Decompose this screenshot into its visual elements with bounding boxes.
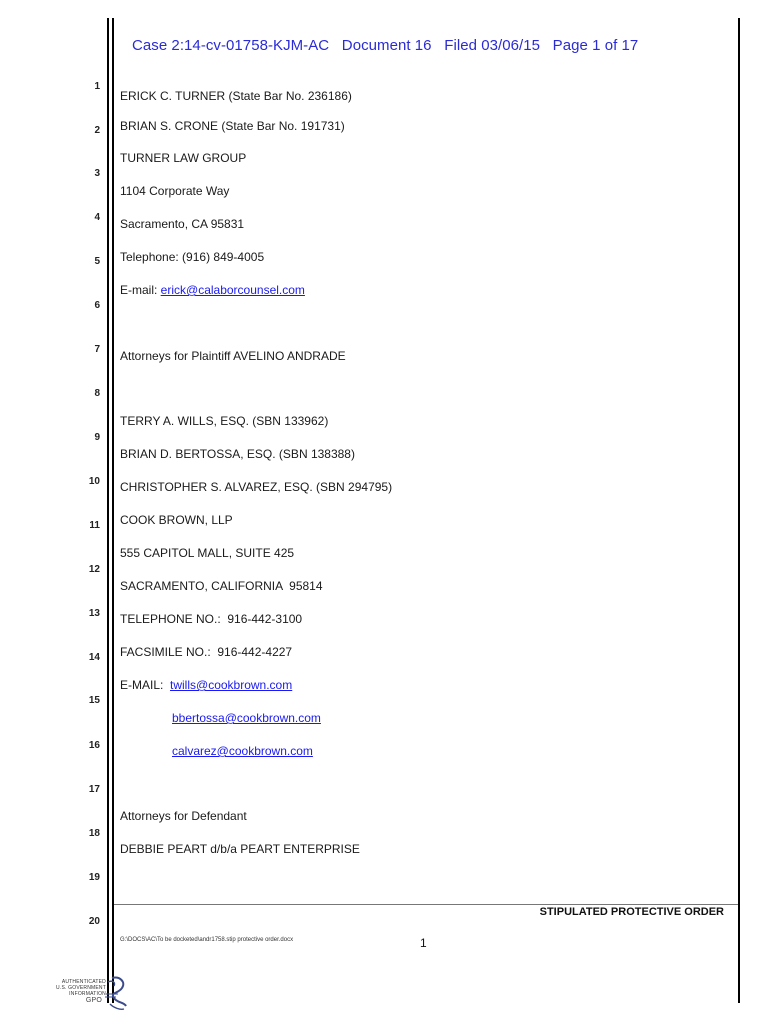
defendant-email-link-1[interactable]: twills@cookbrown.com: [170, 678, 293, 692]
defendant-attorneys-for: Attorneys for Defendant: [120, 809, 247, 823]
footer-divider: [114, 904, 738, 905]
pleading-rule-left-outer: [107, 18, 109, 1003]
line-number: 9: [94, 432, 100, 443]
line-number: 13: [88, 608, 100, 619]
line-number: 4: [94, 212, 100, 223]
pleading-rule-left-inner: [112, 18, 114, 1003]
plaintiff-firm-street: 1104 Corporate Way: [120, 184, 230, 198]
defendant-email-label: E-MAIL:: [120, 678, 171, 692]
gpo-eagle-seal-icon: [102, 974, 130, 1012]
plaintiff-attorney-1: ERICK C. TURNER (State Bar No. 236186): [120, 89, 352, 103]
plaintiff-firm-city: Sacramento, CA 95831: [120, 217, 245, 231]
line-number: 2: [94, 125, 100, 136]
defendant-telephone: TELEPHONE NO.: 916-442-3100: [120, 612, 303, 626]
line-number: 10: [88, 476, 100, 487]
line-number: 6: [94, 300, 100, 311]
defendant-firm-city: SACRAMENTO, CALIFORNIA 95814: [120, 579, 323, 593]
gpo-authentication-logo: [40, 972, 135, 1014]
defendant-facsimile: FACSIMILE NO.: 916-442-4227: [120, 645, 293, 659]
plaintiff-email-line: [120, 283, 305, 297]
line-number: 20: [88, 916, 100, 927]
line-number: 16: [88, 740, 100, 751]
line-number: 11: [89, 520, 100, 531]
defendant-email-link-3[interactable]: calvarez@cookbrown.com: [172, 744, 313, 758]
footer-document-title: STIPULATED PROTECTIVE ORDER: [539, 906, 724, 918]
plaintiff-email-link[interactable]: erick@calaborcounsel.com: [160, 283, 305, 297]
pleading-rule-right: [738, 18, 740, 1003]
defendant-firm-street: 555 CAPITOL MALL, SUITE 425: [120, 546, 295, 560]
plaintiff-firm-name: TURNER LAW GROUP: [120, 151, 247, 165]
case-filing-header: Case 2:14-cv-01758-KJM-AC Document 16 Filed 03/06/15 Page 1 of 17: [132, 37, 639, 54]
plaintiff-attorney-2: BRIAN S. CRONE (State Bar No. 191731): [120, 119, 345, 133]
line-number: 7: [94, 344, 100, 355]
line-number: 1: [94, 81, 100, 92]
plaintiff-telephone: Telephone: (916) 849-4005: [120, 250, 265, 264]
line-number: 12: [88, 564, 100, 575]
defendant-email-line-2: [172, 711, 321, 725]
line-number: 8: [94, 388, 100, 399]
line-number: 18: [88, 828, 100, 839]
line-number: 14: [88, 652, 100, 663]
footer-file-path: G:\DOCS\AC\To be docketed\andr1758.stip protective order.docx: [120, 937, 294, 943]
gpo-logo-line-1: AUTHENTICATED: [61, 979, 106, 985]
defendant-attorney-3: CHRISTOPHER S. ALVAREZ, ESQ. (SBN 294795): [120, 480, 393, 494]
line-number: 5: [94, 256, 100, 267]
gpo-logo-line-2: U.S. GOVERNMENT: [56, 985, 106, 991]
line-number: 3: [94, 168, 100, 179]
plaintiff-attorneys-for: Attorneys for Plaintiff AVELINO ANDRADE: [120, 349, 346, 363]
page-number: 1: [420, 936, 427, 950]
defendant-attorney-2: BRIAN D. BERTOSSA, ESQ. (SBN 138388): [120, 447, 355, 461]
plaintiff-email-label: E-mail:: [120, 283, 161, 297]
defendant-email-link-2[interactable]: bbertossa@cookbrown.com: [172, 711, 321, 725]
defendant-email-line: [120, 678, 292, 692]
line-number: 15: [88, 695, 100, 706]
defendant-firm-name: COOK BROWN, LLP: [120, 513, 233, 527]
defendant-attorney-1: TERRY A. WILLS, ESQ. (SBN 133962): [120, 414, 329, 428]
gpo-logo-line-4: GPO: [85, 997, 102, 1004]
line-number: 19: [88, 872, 100, 883]
defendant-email-line-3: [172, 744, 313, 758]
defendant-party-name: DEBBIE PEART d/b/a PEART ENTERPRISE: [120, 842, 360, 856]
line-number: 17: [88, 784, 100, 795]
gpo-logo-line-3: INFORMATION: [69, 991, 106, 997]
